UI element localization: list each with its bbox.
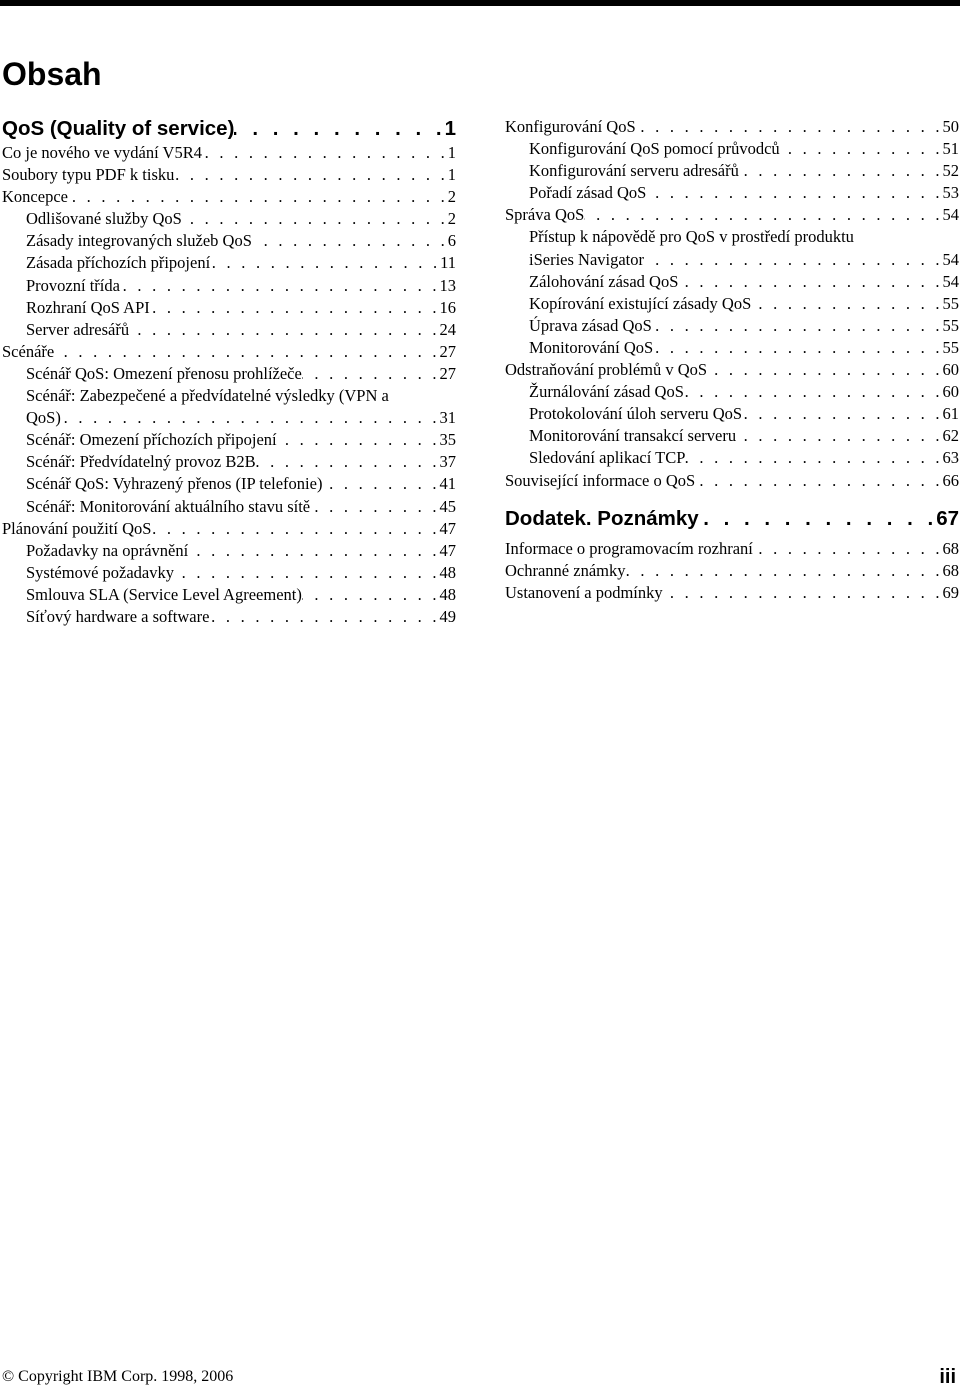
toc-entry-page: 63 [942,448,959,468]
toc-entry-label: Konfigurování QoS [505,117,636,136]
toc-entry[interactable] [505,182,959,204]
toc-heading-page: 67 [936,506,959,530]
toc-entry-page: 11 [440,253,456,273]
toc-entry-page: 47 [439,540,456,560]
toc-entry-label: Kopírování existující zásady QoS [529,293,752,313]
toc-heading-label: QoS (Quality of service) [2,117,235,140]
dot-leader [256,451,437,473]
toc-entry-label: Žurnálování zásad QoS [529,382,684,402]
toc-entry-label: Systémové požadavky [26,562,175,582]
toc-entry[interactable] [505,315,959,337]
toc-entry[interactable] [2,451,456,473]
toc-entry-line[interactable] [505,226,959,248]
toc-entry[interactable] [2,407,456,429]
top-rule [0,0,960,6]
toc-entry-page: 69 [942,582,959,602]
toc-entry-page: 1 [447,165,456,185]
dot-leader [626,560,940,582]
toc-entry-label: Informace o programovacím rozhraní [505,538,753,558]
toc-entry-page: 68 [942,560,959,580]
toc-entry-label: Scénář QoS: Vyhrazený přenos (IP telefonie) [26,474,323,494]
dot-leader [120,275,437,297]
toc-entry-label: iSeries Navigator [529,249,645,269]
toc-right-column [505,116,959,604]
toc-entry-label: Provozní třída [26,275,120,295]
dot-leader [684,381,940,403]
page-footer [2,1368,958,1390]
toc-entry-page: 62 [942,426,959,446]
dot-leader [302,363,437,385]
dot-leader [739,160,940,182]
toc-entry-label: Úprava zásad QoS [529,315,652,335]
toc-entry-page: 24 [439,319,456,339]
dot-leader [753,538,940,560]
toc-entry-label: Scénář: Předvídatelný provoz B2B [26,452,256,472]
toc-entry-page: 37 [439,452,456,472]
dot-leader [695,470,939,492]
toc-entry-page: 27 [439,363,456,383]
toc-entry-label: Konfigurování serveru adresářů [529,161,739,181]
toc-entry[interactable] [505,470,959,492]
toc-entry[interactable] [505,425,959,447]
toc-entry-page: 60 [942,382,959,402]
toc-entry[interactable] [505,359,959,381]
toc-entry-label: Ochranné známky [505,560,626,580]
toc-entry-page: 16 [439,297,456,317]
dot-leader [182,208,445,230]
toc-entry-label: Odstraňování problémů v QoS [505,360,708,380]
toc-entry[interactable] [505,337,959,359]
dot-leader [736,425,939,447]
toc-entry-page: 66 [942,470,959,490]
toc-entry[interactable] [505,160,959,182]
toc-heading-appendix[interactable] [505,506,959,532]
toc-entry-label: Přístup k nápovědě pro QoS v prostředí produktu [529,227,854,247]
toc-entry-label: Scénář: Zabezpečené a předvídatelné výsledky (VPN a [26,386,389,406]
toc-entry-page: 55 [942,293,959,313]
toc-entry[interactable] [505,447,959,469]
toc-entry-page: 27 [439,341,456,361]
dot-leader [322,473,436,495]
dot-leader [780,138,940,160]
toc-entry-label: Smlouva SLA (Service Level Agreement) [26,584,302,604]
toc-entry[interactable] [2,606,456,628]
toc-entry-label: Koncepce [2,187,68,207]
toc-entry[interactable] [505,560,959,582]
toc-entry[interactable] [2,230,456,252]
dot-leader [310,496,436,518]
dot-leader [663,582,940,604]
toc-entry[interactable] [2,363,456,385]
toc-entry-page: 68 [942,538,959,558]
page-title: Obsah [2,56,102,92]
dot-leader [685,447,939,469]
dot-leader [751,293,939,315]
toc-entry-label: Síťový hardware a software [26,606,210,626]
dot-leader [234,116,441,142]
toc-left-column [2,116,456,628]
toc-entry[interactable] [2,496,456,518]
toc-entry-page: 61 [942,404,959,424]
toc-entry-label: Související informace o QoS [505,470,696,490]
toc-entry-label: Plánování použití QoS [2,518,152,538]
toc-entry[interactable] [505,538,959,560]
dot-leader [54,341,436,363]
toc-entry-page: 55 [942,315,959,335]
toc-entry-page: 2 [447,187,456,207]
toc-entry[interactable] [505,138,959,160]
toc-entry-label: Požadavky na oprávnění [26,540,189,560]
toc-entry[interactable] [2,142,456,164]
toc-entry-page: 54 [942,205,959,225]
dot-leader [174,164,444,186]
toc-entry-label: Co je nového ve vydání V5R4 [2,143,202,162]
toc-entry-label: Soubory typu PDF k tisku [2,165,175,185]
toc-entry[interactable] [2,297,456,319]
toc-entry-label: Monitorování QoS [529,337,654,357]
toc-entry-label: QoS) [26,408,61,428]
dot-leader [68,186,445,208]
toc-entry-label: Ustanovení a podmínky [505,582,663,602]
copyright-notice: © Copyright IBM Corp. 1998, 2006 [2,1368,234,1385]
toc-entry[interactable] [505,249,959,271]
toc-heading-label: Dodatek. Poznámky [505,506,699,530]
dot-leader [209,606,436,628]
toc-entry-page: 2 [447,209,456,229]
toc-entry[interactable] [505,293,959,315]
toc-entry-label: Server adresářů [26,319,130,339]
dot-leader [678,271,939,293]
dot-leader [302,584,437,606]
toc-entry-label: Zásada příchozích připojení [26,253,211,273]
toc-entry[interactable] [505,204,959,226]
toc-entry[interactable] [2,518,456,540]
dot-leader [644,249,939,271]
toc-entry[interactable] [2,429,456,451]
toc-entry-label: Scénář: Monitorování aktuálního stavu sítě [26,496,311,516]
dot-leader [742,403,939,425]
toc-entry-page: 1 [447,143,456,162]
dot-leader [210,252,437,274]
toc-entry-line[interactable] [2,385,456,407]
toc-entry-label: Konfigurování QoS pomocí průvodců [529,139,780,159]
page-number: iii [939,1366,956,1388]
toc-heading-qos[interactable] [2,116,456,142]
dot-leader [707,359,939,381]
toc-entry-page: 48 [439,584,456,604]
dot-leader [129,319,436,341]
dot-leader [653,337,939,359]
toc-entry[interactable] [505,271,959,293]
toc-entry-page: 45 [439,496,456,516]
dot-leader [652,315,940,337]
toc-entry-page: 54 [942,271,959,291]
toc-entry[interactable] [2,186,456,208]
toc-entry[interactable] [2,584,456,606]
dot-leader [699,506,934,532]
toc-entry-page: 52 [942,161,959,181]
toc-entry-label: Scénáře [2,341,55,361]
toc-entry[interactable] [2,208,456,230]
toc-entry-label: Zásady integrovaných služeb QoS [26,231,252,251]
dot-leader [150,297,437,319]
toc-heading-page: 1 [444,117,456,140]
toc-entry-label: Rozhraní QoS API [26,297,150,317]
dot-leader [636,116,940,138]
toc-entry[interactable] [2,341,456,363]
toc-entry-label: Odlišované služby QoS [26,209,182,229]
toc-entry-label: Pořadí zásad QoS [529,183,647,203]
toc-entry-page: 53 [942,183,959,203]
dot-leader [174,562,436,584]
dot-leader [188,540,436,562]
toc-entry[interactable] [505,116,959,138]
dot-leader [584,204,939,226]
dot-leader [151,518,436,540]
dot-leader [202,142,445,164]
toc-entry[interactable] [2,275,456,297]
toc-entry-page: 60 [942,360,959,380]
dot-leader [61,407,437,429]
toc-entry-page: 47 [439,518,456,538]
toc-entry-label: Správa QoS [505,205,585,225]
toc-entry[interactable] [505,403,959,425]
toc-entry-label: Zálohování zásad QoS [529,271,679,291]
toc-entry-label: Sledování aplikací TCP [529,448,686,468]
toc-entry-page: 54 [942,249,959,269]
toc-entry-page: 50 [942,117,959,136]
toc-entry[interactable] [505,582,959,604]
toc-entry[interactable] [2,319,456,341]
toc-entry-page: 31 [439,408,456,428]
toc-entry[interactable] [2,473,456,495]
dot-leader [252,230,445,252]
toc-entry[interactable] [2,164,456,186]
toc-entry-label: Scénář: Omezení příchozích připojení [26,430,277,450]
toc-entry-label: Monitorování transakcí serveru [529,426,737,446]
toc-entry-label: Scénář QoS: Omezení přenosu prohlížeče [26,363,302,383]
dot-leader [277,429,437,451]
toc-entry-page: 41 [439,474,456,494]
toc-entry-page: 6 [447,231,456,251]
toc-entry-page: 49 [439,606,456,626]
toc-entry-page: 13 [439,275,456,295]
toc-entry-label: Protokolování úloh serveru QoS [529,404,743,424]
toc-entry-page: 35 [439,430,456,450]
toc-entry-page: 48 [439,562,456,582]
toc-entry-page: 51 [942,139,959,159]
toc-entry[interactable] [2,562,456,584]
toc-entry[interactable] [2,540,456,562]
toc-entry[interactable] [2,252,456,274]
toc-entry[interactable] [505,381,959,403]
toc-entry-page: 55 [942,337,959,357]
dot-leader [646,182,939,204]
